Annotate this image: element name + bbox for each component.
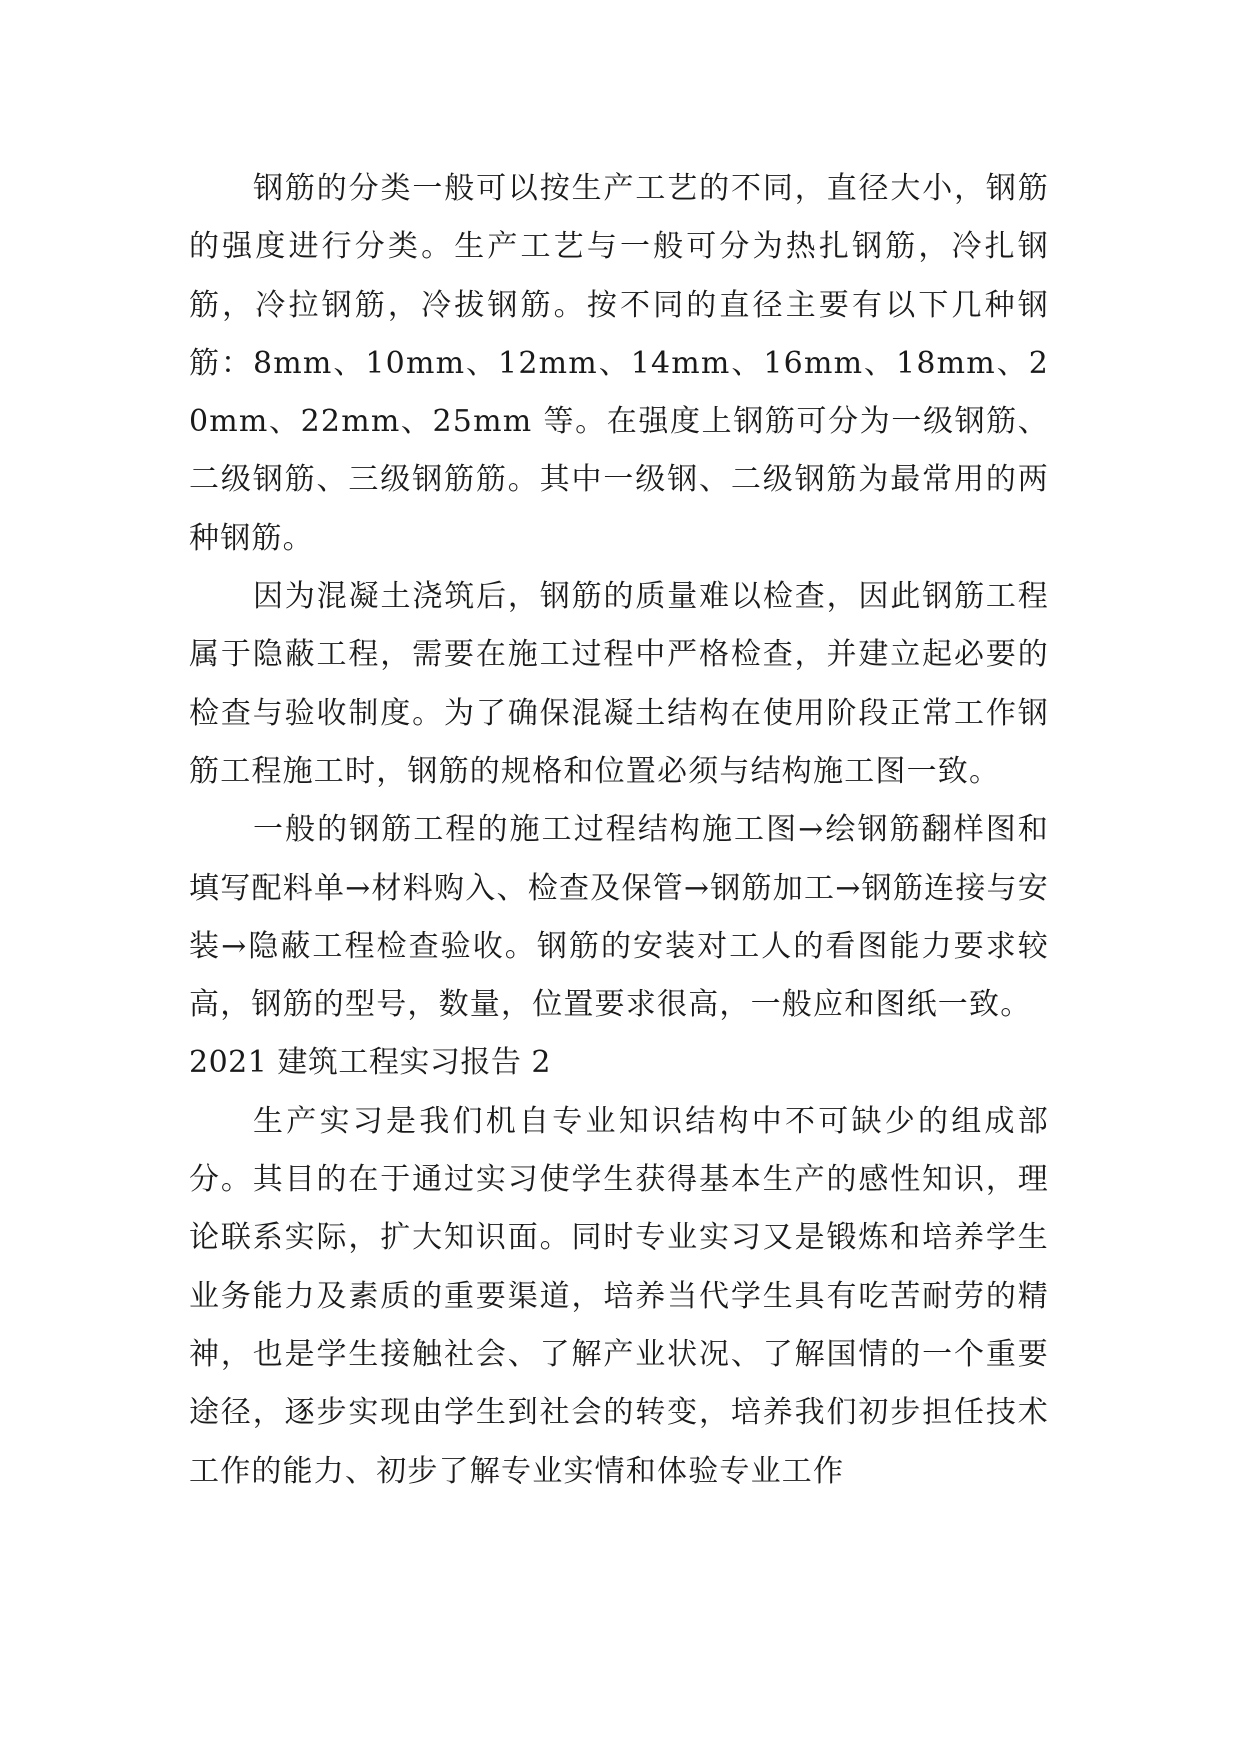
paragraph-rebar-classification: 钢筋的分类一般可以按生产工艺的不同，直径大小，钢筋的强度进行分类。生产工艺与一般可分为热扎钢筋，冷扎钢筋，冷拉钢筋，冷拔钢筋。按不同的直径主要有以下几种钢筋：8mm、10mm、12mm、14mm、16mm、18mm、20mm、22mm、25mm 等。在强度上钢筋可分为一级钢筋、二级钢筋、三级钢筋筋。其中一级钢、二级钢筋为最常用的两种钢筋。: [189, 171, 1049, 556]
paragraph-construction-process: 一般的钢筋工程的施工过程结构施工图→绘钢筋翻样图和填写配料单→材料购入、检查及保管→钢筋加工→钢筋连接与安装→隐蔽工程检查验收。钢筋的安装对工人的看图能力要求较高，钢筋的型号，数量，位置要求很高，一般应和图纸一致。: [189, 812, 1049, 1023]
paragraph-internship-purpose: 生产实习是我们机自专业知识结构中不可缺少的组成部分。其目的在于通过实习使学生获得基本生产的感性知识，理论联系实际，扩大知识面。同时专业实习又是锻炼和培养学生业务能力及素质的重要渠道，培养当代学生具有吃苦耐劳的精神，也是学生接触社会、了解产业状况、了解国情的一个重要途径，逐步实现由学生到社会的转变，培养我们初步担任技术工作的能力、初步了解专业实情和体验专业工作: [189, 1103, 1049, 1489]
section-heading: 2021 建筑工程实习报告 2: [189, 1045, 552, 1081]
paragraph-hidden-works: 因为混凝土浇筑后，钢筋的质量难以检查，因此钢筋工程属于隐蔽工程，需要在施工过程中严格检查，并建立起必要的检查与验收制度。为了确保混凝土结构在使用阶段正常工作钢筋工程施工时，钢筋的规格和位置必须与结构施工图一致。: [189, 579, 1049, 789]
document-body: [189, 160, 1049, 1501]
